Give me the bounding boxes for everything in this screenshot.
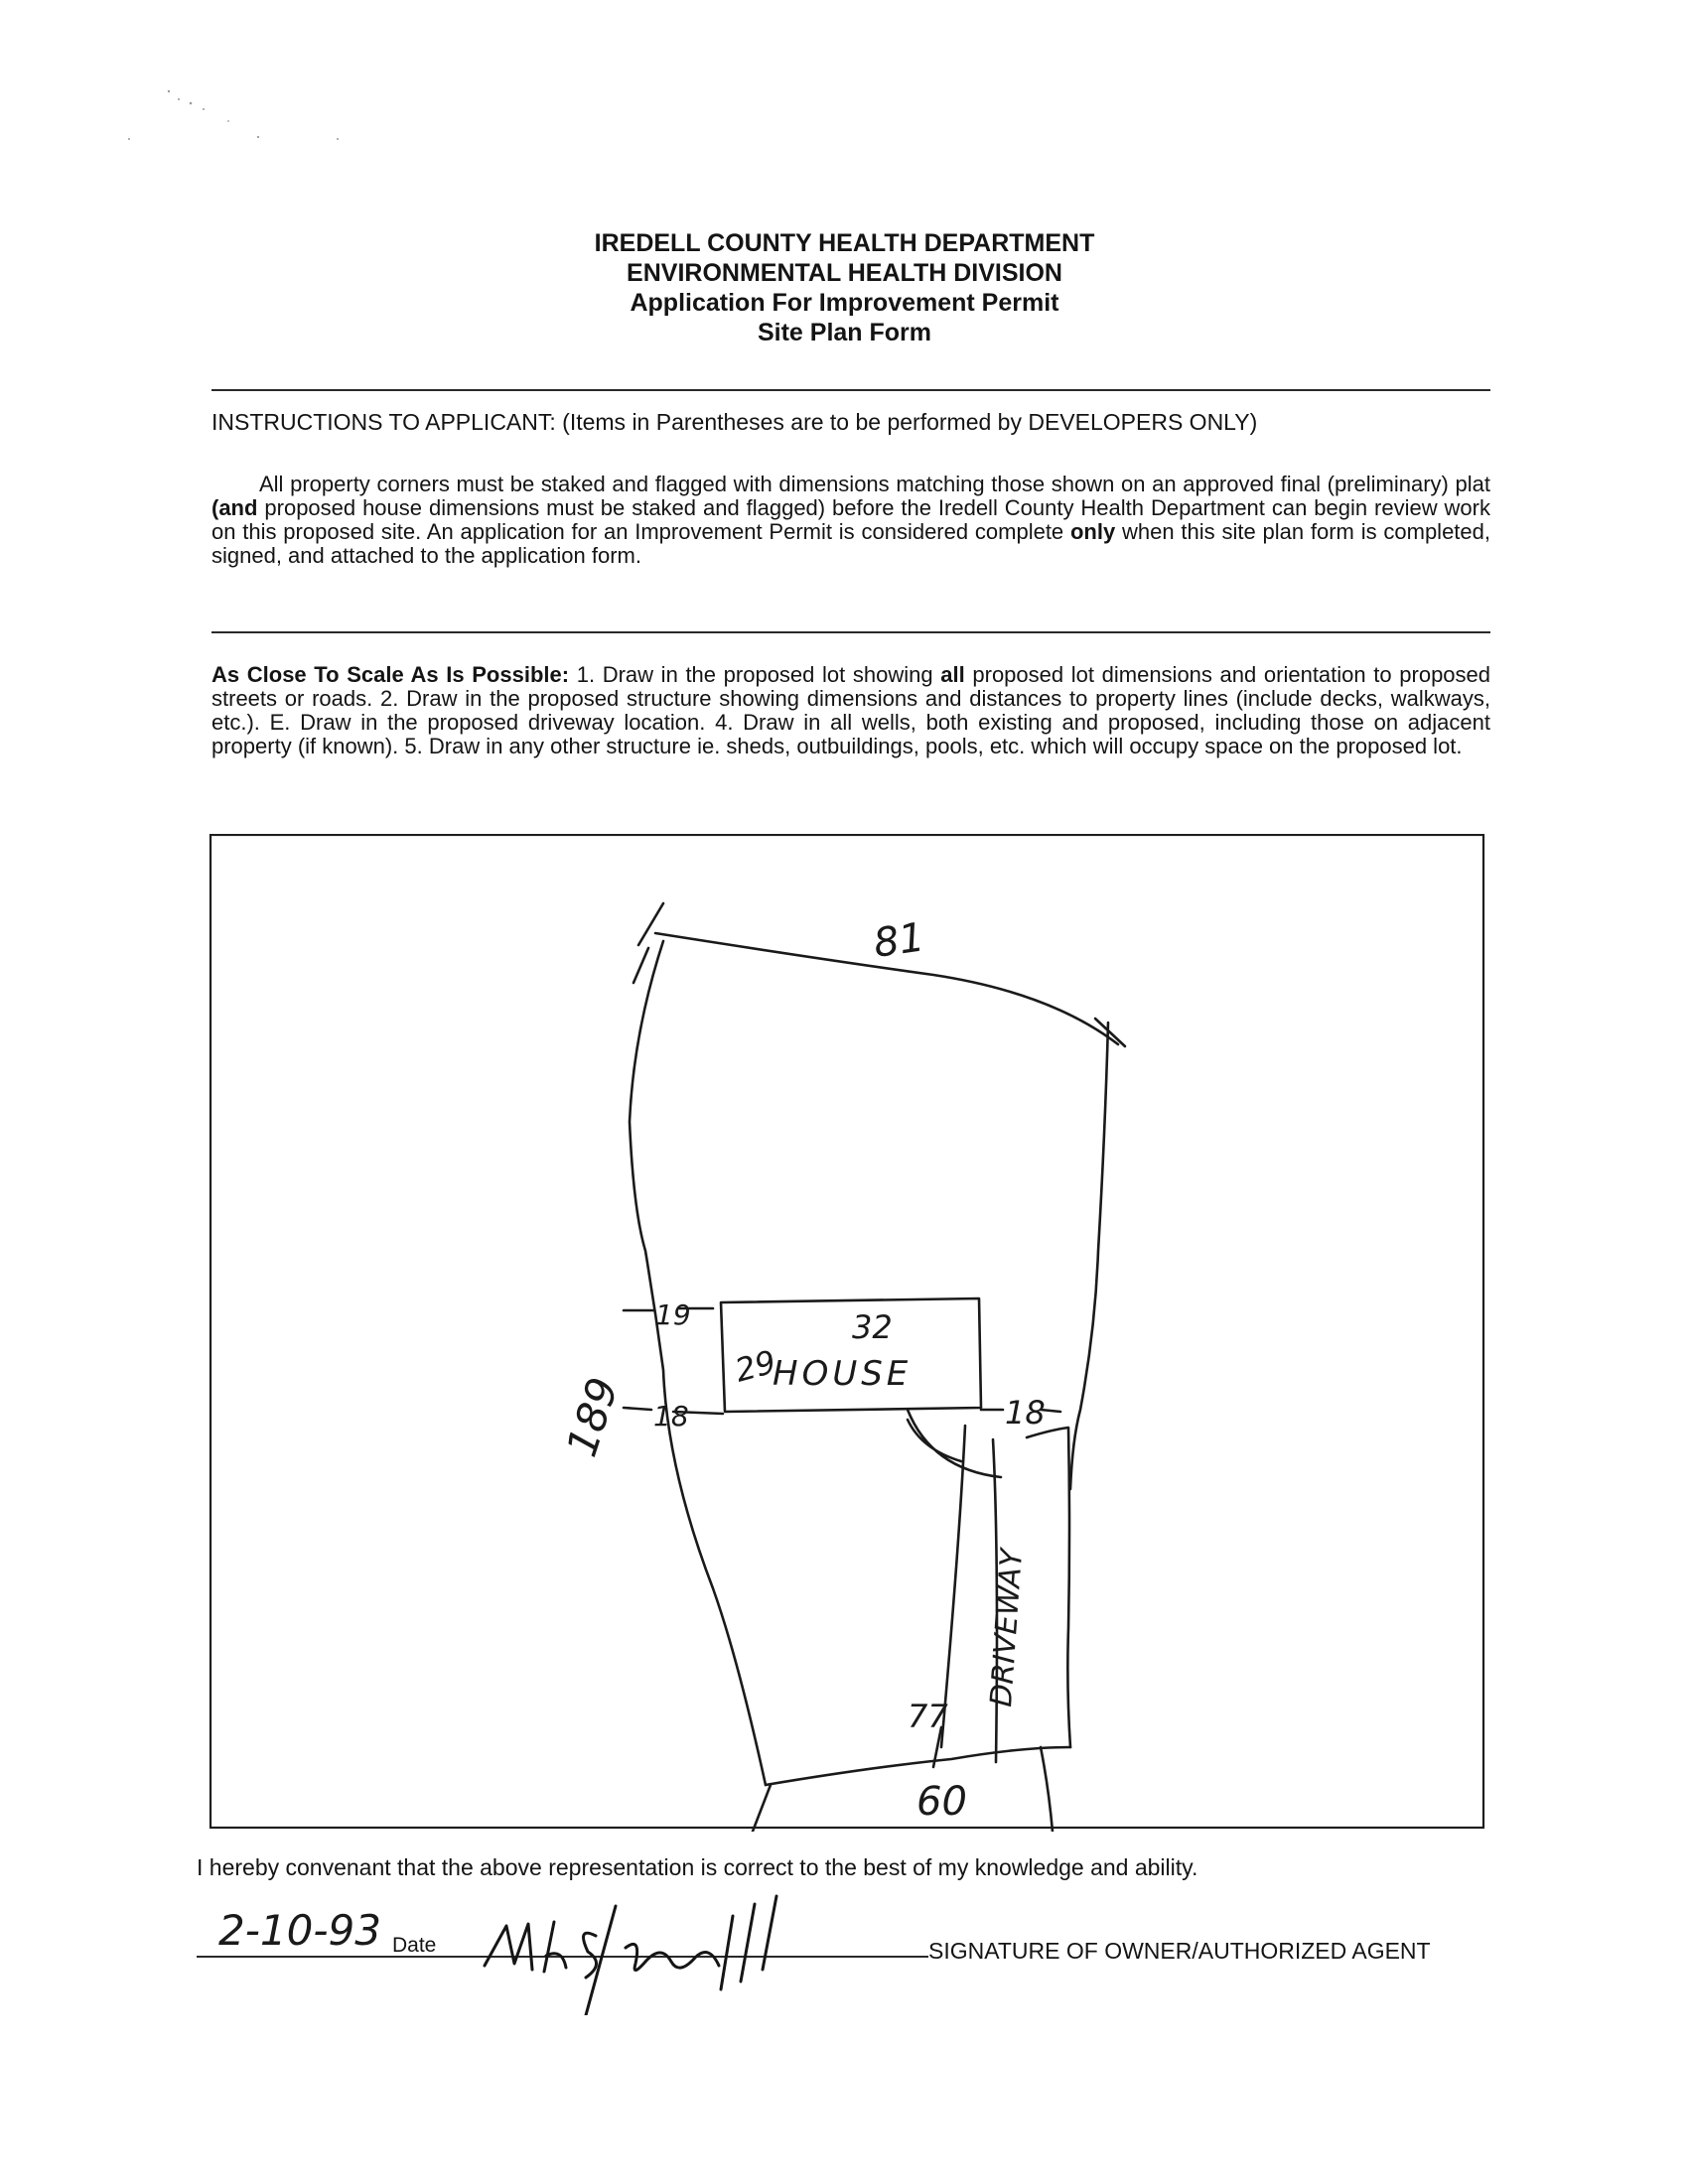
header-line-2: ENVIRONMENTAL HEALTH DIVISION [627, 259, 1062, 287]
date-label: Date [392, 1934, 437, 1957]
lot-left-tick [633, 903, 663, 983]
scale-text-b: all [940, 662, 965, 687]
scale-text-c: proposed lot dimensions and orientation to proposed streets or roads. 2. Draw in the proposed structure showing dimensions and distances to property lines (include decks, walkways, etc.). E. Draw in the proposed driveway location. 4. Draw in all wells, both existing and proposed, including those on adjacent property (if known). 5. Draw in any other structure ie. sheds, outbuildings, pools, etc. which will occupy space on the proposed lot. [211, 662, 1491, 758]
driveway-curve [908, 1410, 1001, 1477]
site-plan-drawing [197, 834, 1487, 1832]
instructions-paragraph [211, 473, 1490, 568]
site-plan-border [211, 835, 1483, 1828]
instructions-text-c: proposed house dimensions must be staked and flagged) before the Iredell County Health Department can begin review work on this proposed site. An application for an Improvement Permit is considered complete [211, 495, 1490, 544]
form-header [0, 228, 1689, 347]
instructions-text-d: only [1069, 519, 1116, 544]
label-house: HOUSE [773, 1354, 913, 1394]
label-bottom-width: 60 [916, 1779, 967, 1825]
signature-label: SIGNATURE OF OWNER/AUTHORIZED AGENT [928, 1938, 1431, 1964]
label-house-depth: 29 [731, 1342, 780, 1390]
label-setback-left-lower: 18 [653, 1400, 689, 1433]
lot-bottom-tail [751, 1747, 1053, 1832]
label-driveway: DRIVEWAY [984, 1548, 1031, 1708]
label-house-width: 32 [852, 1308, 893, 1346]
scale-paragraph [211, 663, 1490, 758]
divider-middle [211, 631, 1490, 633]
header-line-4: Site Plan Form [757, 319, 932, 346]
handwritten-signature [467, 1866, 824, 2015]
driveway-outer-box [1027, 1428, 1070, 1747]
scale-label: As Close To Scale As Is Possible: [211, 662, 570, 687]
instructions-label: INSTRUCTIONS TO APPLICANT: [211, 409, 556, 435]
instructions-note: (Items in Parentheses are to be performed by DEVELOPERS ONLY) [562, 409, 1258, 435]
label-top-width: 81 [870, 914, 927, 967]
instructions-text-b: (and [211, 495, 258, 520]
header-line-1: IREDELL COUNTY HEALTH DEPARTMENT [594, 229, 1095, 257]
header-line-3: Application For Improvement Permit [630, 289, 1059, 317]
covenant-statement: I hereby convenant that the above representation is correct to the best of my knowledge and ability. [197, 1854, 1198, 1880]
instructions-text-a: All property corners must be staked and flagged with dimensions matching those shown on an approved final (preliminary) plat [259, 472, 1490, 496]
date-value: 2-10-93 [218, 1906, 381, 1955]
label-setback-right: 18 [1005, 1394, 1046, 1432]
instructions-text-e: when this site plan form is completed, signed, and attached to the application form. [211, 519, 1490, 568]
divider-top [211, 389, 1490, 391]
lot-right-line [1070, 1023, 1108, 1489]
scan-specks [109, 79, 367, 159]
label-setback-left-upper: 19 [655, 1298, 691, 1331]
scale-text-a: 1. Draw in the proposed lot showing [569, 662, 941, 687]
label-left-side: 189 [556, 1371, 629, 1463]
instructions-heading [211, 409, 1257, 436]
label-driveway-length: 77 [908, 1698, 948, 1735]
